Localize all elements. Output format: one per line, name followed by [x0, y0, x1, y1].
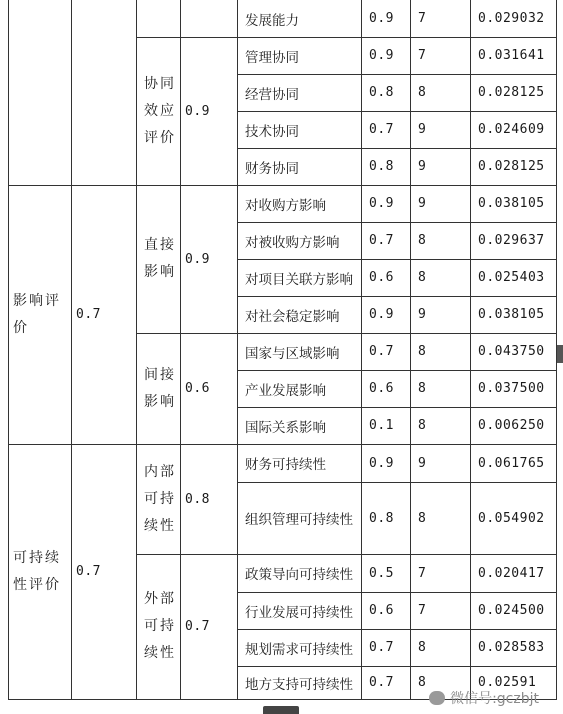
indicator-value: 0.029637 [478, 233, 545, 248]
indicator-weight: 0.1 [369, 418, 394, 433]
group-label-lines [13, 545, 61, 599]
bottom-scroll-tab[interactable] [263, 706, 299, 714]
subgroup-label-line: 效应 [144, 102, 176, 119]
subgroup-label-line: 影响 [144, 393, 176, 410]
subgroup-label [144, 554, 180, 699]
subgroup-label [144, 333, 180, 444]
indicator-score: 8 [418, 270, 427, 285]
wechat-icon [429, 691, 445, 705]
group-label-line: 影响评 [13, 292, 61, 309]
subgroup-label-lines [144, 362, 176, 416]
indicator-score: 7 [418, 565, 427, 581]
indicator-name: 行业发展可持续性 [245, 604, 353, 621]
indicator-weight: 0.6 [369, 270, 394, 285]
subgroup-label-line: 可持 [144, 618, 176, 634]
indicator-weight: 0.5 [369, 565, 394, 581]
subgroup-label-lines [144, 71, 176, 152]
indicator-score: 9 [418, 196, 427, 211]
indicator-weight: 0.7 [369, 675, 394, 690]
indicator-score: 7 [418, 603, 427, 618]
subgroup-weight: 0.9 [185, 103, 210, 119]
subgroup-label-line: 可持 [144, 490, 176, 507]
group-border [8, 699, 136, 700]
group-label-line: 性评价 [13, 576, 61, 593]
subgroup-label-lines [144, 586, 176, 667]
subgroup-weight: 0.9 [185, 251, 210, 267]
indicator-score: 9 [418, 307, 427, 322]
indicator-value: 0.006250 [478, 418, 545, 433]
indicator-value: 0.029032 [478, 11, 545, 26]
watermark-text: 微信号:gczbjt [450, 691, 539, 707]
indicator-weight: 0.9 [369, 196, 394, 211]
indicator-score: 8 [418, 85, 427, 100]
indicator-weight: 0.6 [369, 381, 394, 396]
group-label [13, 185, 71, 444]
subgroup-label-line: 直接 [144, 237, 176, 253]
col-border-5 [361, 0, 362, 700]
indicator-name: 财务协同 [245, 160, 299, 177]
indicator-weight: 0.8 [369, 85, 394, 100]
indicator-value: 0.038105 [478, 307, 545, 322]
indicator-score: 7 [418, 48, 427, 63]
indicator-value: 0.031641 [478, 48, 545, 63]
indicator-value: 0.024609 [478, 122, 545, 137]
indicator-weight: 0.7 [369, 344, 394, 359]
col-border-7 [470, 0, 471, 700]
subgroup-label [144, 444, 180, 554]
subgroup-label [144, 37, 180, 185]
subgroup-label-line: 评价 [144, 129, 176, 146]
indicator-score: 9 [418, 455, 427, 471]
indicator-name: 地方支持可持续性 [245, 676, 353, 693]
indicator-weight: 0.9 [369, 48, 394, 63]
subgroup-label-line: 影响 [144, 264, 176, 280]
indicator-score: 8 [418, 233, 427, 248]
col-border-0 [8, 0, 9, 700]
indicator-value: 0.061765 [478, 455, 545, 471]
subgroup-weight: 0.7 [185, 619, 210, 634]
indicator-value: 0.028583 [478, 640, 545, 655]
col-border-6 [410, 0, 411, 700]
group-label-line: 价 [13, 319, 29, 336]
indicator-score: 8 [418, 381, 427, 396]
indicator-score: 8 [418, 344, 427, 359]
indicator-name: 规划需求可持续性 [245, 641, 353, 658]
indicator-name: 政策导向可持续性 [245, 567, 353, 583]
col-border-2 [136, 0, 137, 700]
subgroup-weight [185, 0, 237, 37]
indicator-score: 9 [418, 122, 427, 137]
indicator-score: 8 [418, 510, 427, 526]
indicator-weight: 0.8 [369, 159, 394, 174]
subgroup-label-lines [144, 232, 176, 286]
group-weight: 0.7 [76, 564, 101, 579]
indicator-name: 产业发展影响 [245, 382, 326, 399]
group-weight: 0.7 [76, 307, 101, 322]
watermark [429, 688, 539, 708]
indicator-value: 0.037500 [478, 381, 545, 396]
subgroup-label-line: 间接 [144, 366, 176, 383]
indicator-name: 发展能力 [245, 12, 299, 29]
indicator-value: 0.054902 [478, 510, 545, 526]
indicator-name: 管理协同 [245, 49, 299, 66]
indicator-name: 对社会稳定影响 [245, 308, 340, 325]
group-weight [76, 0, 136, 185]
indicator-name: 对收购方影响 [245, 197, 326, 214]
indicator-weight: 0.9 [369, 11, 394, 26]
group-label [13, 0, 71, 185]
indicator-score: 8 [418, 640, 427, 655]
indicator-weight: 0.7 [369, 233, 394, 248]
indicator-value: 0.020417 [478, 565, 545, 581]
indicator-name: 国家与区域影响 [245, 345, 340, 362]
indicator-name: 国际关系影响 [245, 419, 326, 436]
indicator-score: 9 [418, 159, 427, 174]
indicator-score: 8 [418, 675, 427, 690]
indicator-name: 对项目关联方影响 [245, 271, 353, 288]
subgroup-label [144, 185, 180, 333]
indicator-weight: 0.7 [369, 122, 394, 137]
indicator-value: 0.043750 [478, 344, 545, 359]
subgroup-weight: 0.8 [185, 491, 210, 507]
col-border-3 [180, 0, 181, 700]
col-border-1 [71, 0, 72, 700]
subgroup-label-line: 外部 [144, 591, 176, 607]
indicator-name: 技术协同 [245, 123, 299, 140]
group-label-lines [13, 288, 61, 342]
indicator-weight: 0.6 [369, 603, 394, 618]
indicator-value: 0.028125 [478, 159, 545, 174]
indicator-weight: 0.9 [369, 307, 394, 322]
subgroup-label-line: 内部 [144, 463, 176, 480]
subgroup-label-line: 续性 [144, 517, 176, 534]
indicator-value: 0.025403 [478, 270, 545, 285]
subgroup-label-lines [144, 459, 176, 540]
indicator-value: 0.038105 [478, 196, 545, 211]
subgroup-border [136, 699, 237, 700]
group-label [13, 444, 71, 699]
indicator-name: 经营协同 [245, 86, 299, 103]
subgroup-label-line: 协同 [144, 75, 176, 92]
indicator-weight: 0.7 [369, 640, 394, 655]
indicator-score: 8 [418, 418, 427, 433]
indicator-name: 财务可持续性 [245, 457, 326, 473]
indicator-name: 组织管理可持续性 [245, 512, 353, 528]
indicator-weight: 0.8 [369, 510, 394, 526]
subgroup-weight: 0.6 [185, 381, 210, 396]
indicator-value: 0.028125 [478, 85, 545, 100]
indicator-name: 对被收购方影响 [245, 234, 340, 251]
evaluation-table [8, 0, 556, 698]
subgroup-label-line: 续性 [144, 645, 176, 661]
indicator-score: 7 [418, 11, 427, 26]
indicator-value: 0.02591 [478, 675, 537, 690]
indicator-weight: 0.9 [369, 455, 394, 471]
subgroup-label [144, 0, 180, 37]
group-label-line: 可持续 [13, 549, 61, 566]
right-edge-handle[interactable] [557, 345, 563, 363]
col-border-4 [237, 0, 238, 700]
indicator-value: 0.024500 [478, 603, 545, 618]
